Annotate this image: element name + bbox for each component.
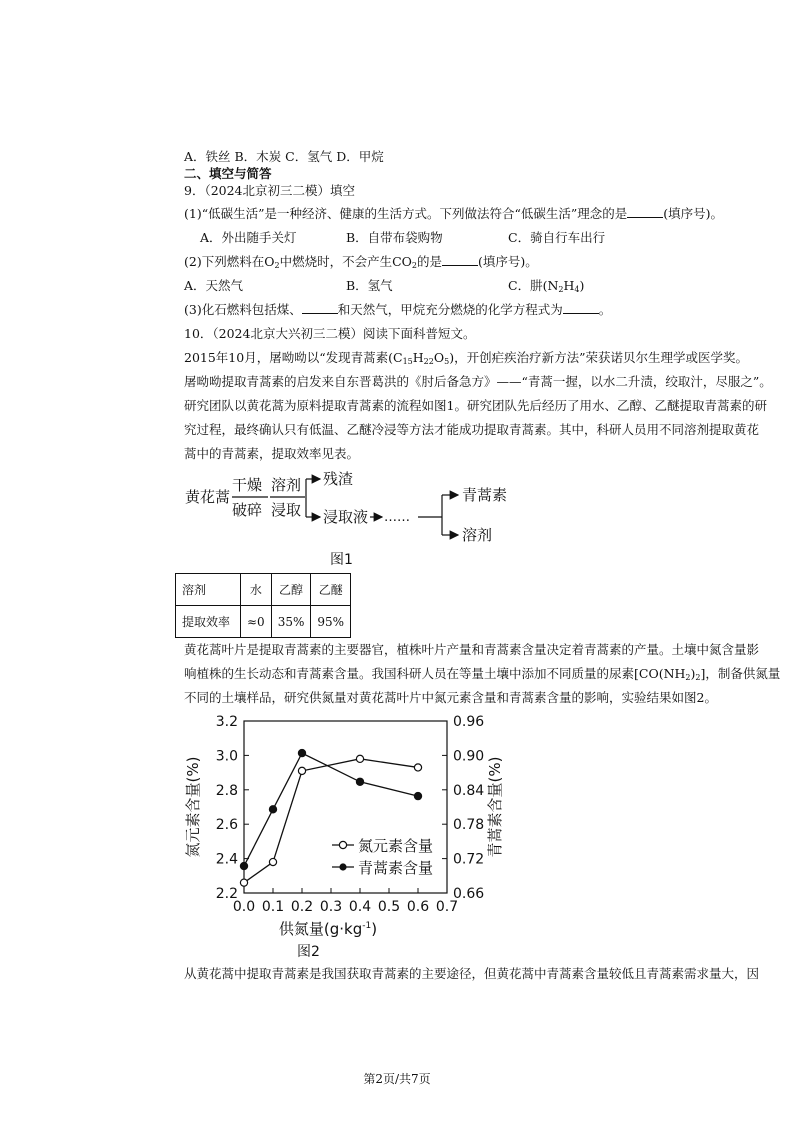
- y-tick-label-right: 0.96: [453, 714, 485, 730]
- data-point-artemisinin: [298, 750, 305, 757]
- subscript: 2: [695, 673, 701, 682]
- q10-para5: 从黄花蒿中提取青蒿素是我国获取青蒿素的主要途径，但黄花蒿中青蒿素含量较低且青蒿素需求量大，因: [184, 966, 760, 981]
- y-tick-label-left: 2.6: [215, 817, 238, 834]
- extraction-table: [175, 573, 351, 638]
- q10-para3-line2: 究过程，最终确认只有低温、乙醚冷浸等方法才能成功提取青蒿素。其中，科研人员用不同溶剂提取黄花: [184, 422, 760, 437]
- data-point-nitrogen: [269, 858, 276, 865]
- para-text: ]，制备供氮量: [700, 666, 781, 681]
- para-text: 响植株的生长动态和青蒿素含量。我国科研人员在等量土壤中添加不同质量的尿素[CO(NH: [184, 666, 686, 681]
- y-tick-label-right: 0.90: [453, 748, 485, 765]
- answer-blank[interactable]: [627, 205, 663, 218]
- q9-part2-options: [184, 277, 584, 295]
- table-cell: 溶剂: [176, 574, 241, 606]
- x-tick-label: 0.0: [232, 899, 256, 915]
- q10-para1: [184, 349, 748, 367]
- option-text: C．肼(N: [508, 278, 559, 293]
- q9-title: 9．（2024北京初三二模）填空: [184, 183, 356, 198]
- y-tick-label-right: 0.72: [453, 851, 485, 868]
- q9-part3-text: (3)化石燃料包括煤、: [184, 302, 302, 317]
- answer-blank[interactable]: [563, 301, 599, 314]
- table-cell: 乙醚: [311, 574, 351, 606]
- data-point-artemisinin: [240, 862, 247, 869]
- data-point-artemisinin: [269, 806, 276, 813]
- y-tick-label-left: 2.2: [215, 886, 238, 902]
- table-cell: ≈0: [241, 606, 272, 638]
- x-tick-label: 0.2: [290, 899, 314, 915]
- flow-extract: 浸取液: [323, 508, 369, 526]
- flow-product: 青蒿素: [462, 486, 508, 504]
- subscript: 15: [402, 357, 413, 366]
- x-tick-label: 0.1: [261, 899, 285, 915]
- q9-part2-text: (2)下列燃料在O: [184, 254, 275, 269]
- option-text: H: [563, 278, 575, 293]
- subscript: 4: [574, 285, 580, 294]
- subscript: 2: [411, 261, 417, 270]
- data-point-nitrogen: [414, 764, 421, 771]
- para-text: O: [433, 350, 445, 365]
- subscript: 2: [274, 261, 280, 270]
- figure2-caption: 图2: [297, 944, 320, 960]
- y-tick-label-left: 2.8: [215, 782, 238, 799]
- x-axis-label-end: ): [371, 920, 378, 938]
- q9-part1-options: [200, 229, 605, 247]
- q9-part3-tail: 。: [598, 302, 612, 317]
- table-row: [176, 606, 351, 638]
- data-point-artemisinin: [414, 793, 421, 800]
- table-cell: 水: [241, 574, 272, 606]
- flow-step2-top: 溶剂: [271, 476, 302, 494]
- legend-marker-filled: [339, 863, 346, 870]
- flow-dots: ……: [384, 510, 410, 525]
- answer-blank[interactable]: [442, 253, 478, 266]
- data-point-nitrogen: [240, 879, 247, 886]
- option-text: ): [579, 278, 585, 293]
- answer-blank[interactable]: [302, 301, 338, 314]
- y-axis-label-right: 青蒿素含量(%): [486, 756, 504, 858]
- subscript: 2: [558, 285, 564, 294]
- legend-label: 氮元素含量: [358, 837, 434, 855]
- data-point-nitrogen: [356, 755, 363, 762]
- option: A．天然气: [184, 278, 244, 293]
- figure1-caption: 图1: [330, 552, 353, 568]
- q10-title: 10．（2024北京大兴初三二模）阅读下面科普短文。: [184, 326, 476, 341]
- y-tick-label-left: 2.4: [215, 851, 238, 868]
- q10-para3-line3: 蒿中的青蒿素，提取效率见表。: [184, 446, 360, 461]
- page-footer: 第2页/共7页: [363, 1072, 431, 1086]
- legend-marker-open: [339, 841, 346, 848]
- y-axis-label-left: 氮元素含量(%): [184, 756, 202, 858]
- q9-part2: [184, 253, 538, 271]
- option: [508, 277, 584, 295]
- q9-part2-text-b: 中燃烧时，不会产生CO: [279, 254, 412, 269]
- q10-para4-line3: 不同的土壤样品，研究供氮量对黄花蒿叶片中氮元素含量和青蒿素含量的影响，实验结果如图2。: [184, 690, 717, 705]
- table-cell: 95%: [311, 606, 351, 638]
- table-cell: 提取效率: [176, 606, 241, 638]
- x-axis-label-text: 供氮量(g·kg: [278, 920, 363, 938]
- q9-part2-text-c: 的是: [416, 254, 442, 269]
- flow-step2-bottom: 浸取: [271, 501, 302, 519]
- x-tick-label: 0.3: [319, 899, 343, 915]
- table-cell: 乙醇: [271, 574, 311, 606]
- option: A．外出随手关灯: [200, 230, 297, 245]
- para-text: 2015年10月，屠呦呦以“发现青蒿素(C: [184, 350, 403, 365]
- option: B．氢气: [346, 278, 393, 293]
- y-tick-label-left: 3.2: [215, 714, 238, 730]
- q10-para4-line1: 黄花蒿叶片是提取青蒿素的主要器官，植株叶片产量和青蒿素含量决定着青蒿素的产量。土壤中氮含量影: [184, 642, 760, 657]
- q9-part2-tail: (填序号)。: [477, 254, 538, 269]
- q9-part1-text: (1)“低碳生活”是一种经济、健康的生活方式。下列做法符合“低碳生活”理念的是: [184, 206, 628, 221]
- flow-solvent: 溶剂: [462, 526, 493, 544]
- x-axis-label-sup: -1: [362, 921, 372, 931]
- y-tick-label-right: 0.66: [453, 886, 485, 902]
- y-tick-label-left: 3.0: [215, 748, 238, 765]
- y-tick-label-right: 0.84: [453, 782, 485, 799]
- x-tick-label: 0.7: [435, 899, 459, 915]
- para-text: )，开创疟疾治疗新方法”荣获诺贝尔生理学或医学奖。: [449, 350, 748, 365]
- subscript: 2: [685, 673, 691, 682]
- flow-start-label: 黄花蒿: [185, 488, 231, 506]
- data-point-nitrogen: [298, 767, 305, 774]
- subscript: 22: [423, 357, 434, 366]
- para-text: ): [690, 666, 696, 681]
- q9-part1: [184, 205, 723, 223]
- table-row: [176, 574, 351, 606]
- x-tick-label: 0.6: [406, 899, 430, 915]
- table-cell: 35%: [271, 606, 311, 638]
- x-tick-label: 0.5: [377, 899, 401, 915]
- option: B．自带布袋购物: [346, 230, 443, 245]
- x-tick-label: 0.4: [348, 899, 372, 915]
- q9-part3-text-b: 和天然气，甲烷充分燃烧的化学方程式为: [337, 302, 563, 317]
- option: C．骑自行车出行: [508, 230, 606, 245]
- flow-step1-top: 干燥: [232, 476, 263, 494]
- q9-part1-tail: (填序号)。: [663, 206, 724, 221]
- subscript: 5: [444, 357, 450, 366]
- flow-step1-bottom: 破碎: [232, 501, 263, 519]
- section-title: 二、填空与简答: [184, 166, 272, 181]
- q10-para4-line2: [184, 665, 780, 683]
- q8-options: A．铁丝 B．木炭 C．氢气 D．甲烷: [184, 149, 384, 164]
- para-text: H: [412, 350, 424, 365]
- q10-para3-line1: 研究团队以黄花蒿为原料提取青蒿素的流程如图1。研究团队先后经历了用水、乙醇、乙醚提取青蒿素的研: [184, 398, 767, 413]
- data-point-artemisinin: [356, 778, 363, 785]
- legend: [332, 837, 433, 877]
- legend-label: 青蒿素含量: [358, 859, 434, 877]
- q9-part3: [184, 301, 611, 319]
- nitrogen-chart: [180, 708, 520, 942]
- y-tick-label-right: 0.78: [453, 817, 485, 834]
- q10-para2: 屠呦呦提取青蒿素的启发来自东晋葛洪的《肘后备急方》——“青蒿一握，以水二升渍，绞取汁，尽服之”。: [184, 374, 772, 389]
- flow-residue: 残渣: [323, 470, 354, 488]
- x-axis-label: [279, 920, 377, 938]
